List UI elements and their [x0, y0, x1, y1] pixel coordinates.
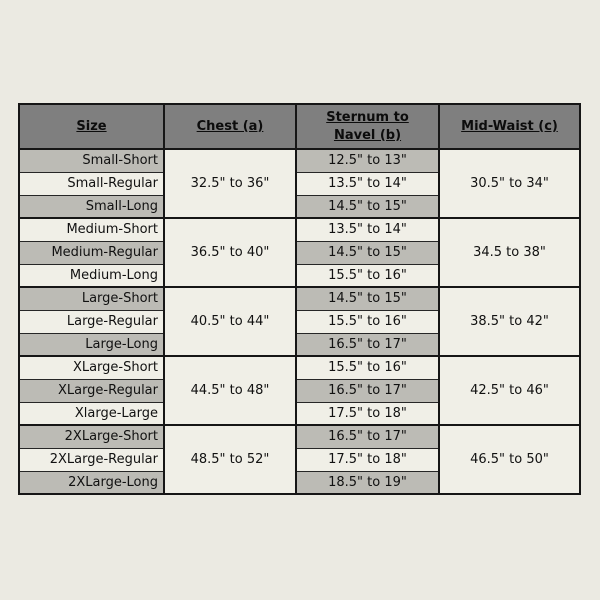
mid-waist-cell: 42.5" to 46" — [439, 356, 580, 425]
mid-waist-cell: 46.5" to 50" — [439, 425, 580, 494]
chest-cell: 36.5" to 40" — [164, 218, 296, 287]
mid-waist-cell: 38.5" to 42" — [439, 287, 580, 356]
size-cell: Small-Long — [19, 195, 164, 218]
sternum-cell: 13.5" to 14" — [296, 218, 439, 241]
size-cell: 2XLarge-Regular — [19, 448, 164, 471]
chest-cell: 40.5" to 44" — [164, 287, 296, 356]
sternum-cell: 14.5" to 15" — [296, 287, 439, 310]
size-cell: 2XLarge-Long — [19, 471, 164, 494]
size-cell: Small-Regular — [19, 172, 164, 195]
sternum-cell: 16.5" to 17" — [296, 425, 439, 448]
table-row — [19, 356, 580, 379]
sternum-cell: 14.5" to 15" — [296, 241, 439, 264]
sternum-cell: 15.5" to 16" — [296, 356, 439, 379]
size-cell: XLarge-Short — [19, 356, 164, 379]
header-chest: Chest (a) — [164, 104, 296, 149]
size-cell: Medium-Short — [19, 218, 164, 241]
size-chart-table — [18, 103, 581, 495]
size-cell: Large-Regular — [19, 310, 164, 333]
size-cell: XLarge-Regular — [19, 379, 164, 402]
table-row — [19, 149, 580, 172]
mid-waist-cell: 30.5" to 34" — [439, 149, 580, 218]
table-row — [19, 287, 580, 310]
table-row — [19, 425, 580, 448]
chest-cell: 32.5" to 36" — [164, 149, 296, 218]
sternum-cell: 17.5" to 18" — [296, 448, 439, 471]
sternum-cell: 16.5" to 17" — [296, 379, 439, 402]
sternum-cell: 17.5" to 18" — [296, 402, 439, 425]
size-cell: Large-Long — [19, 333, 164, 356]
size-cell: Large-Short — [19, 287, 164, 310]
sternum-cell: 18.5" to 19" — [296, 471, 439, 494]
sternum-cell: 15.5" to 16" — [296, 310, 439, 333]
header-size: Size — [19, 104, 164, 149]
sternum-cell: 12.5" to 13" — [296, 149, 439, 172]
chest-cell: 48.5" to 52" — [164, 425, 296, 494]
mid-waist-cell: 34.5 to 38" — [439, 218, 580, 287]
header-row — [19, 104, 580, 149]
chest-cell: 44.5" to 48" — [164, 356, 296, 425]
sternum-cell: 16.5" to 17" — [296, 333, 439, 356]
header-mid-waist: Mid-Waist (c) — [439, 104, 580, 149]
size-cell: Small-Short — [19, 149, 164, 172]
size-cell: Medium-Long — [19, 264, 164, 287]
size-cell: 2XLarge-Short — [19, 425, 164, 448]
sternum-cell: 15.5" to 16" — [296, 264, 439, 287]
header-sternum-to-navel: Sternum to Navel (b) — [296, 104, 439, 149]
size-cell: Xlarge-Large — [19, 402, 164, 425]
sternum-cell: 13.5" to 14" — [296, 172, 439, 195]
sternum-cell: 14.5" to 15" — [296, 195, 439, 218]
table-row — [19, 218, 580, 241]
size-cell: Medium-Regular — [19, 241, 164, 264]
